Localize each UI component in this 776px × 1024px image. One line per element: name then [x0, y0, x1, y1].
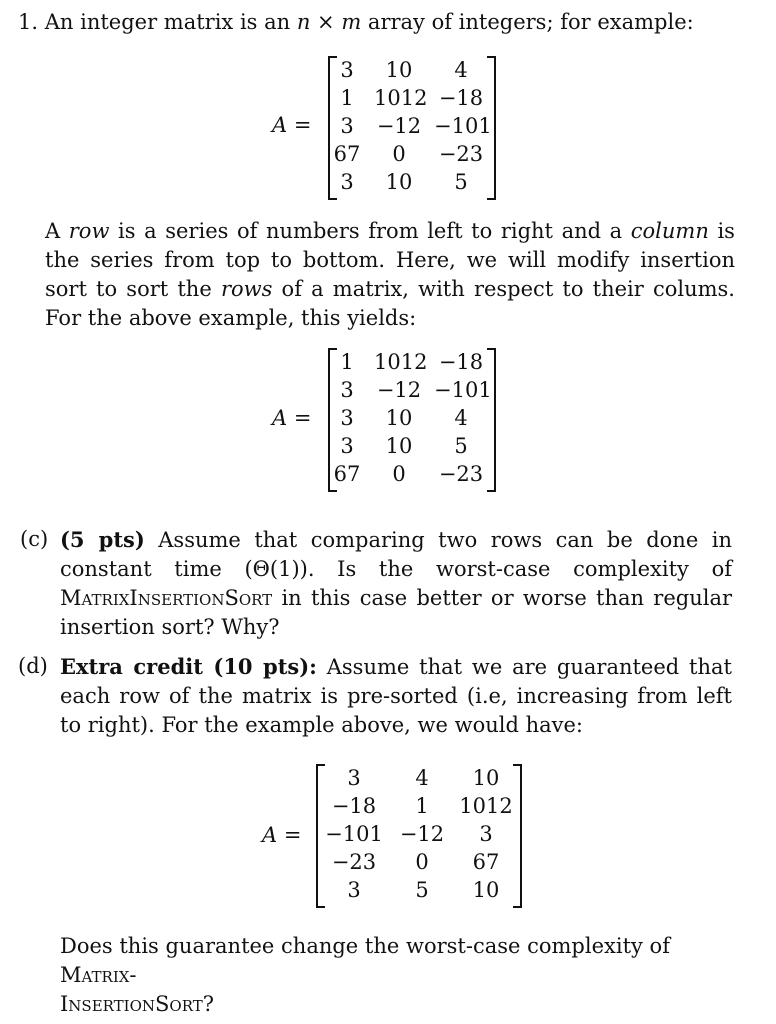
term-rows: rows — [220, 277, 273, 301]
matrix-cell: 3 — [340, 58, 354, 82]
matrix-cell: 10 — [385, 434, 413, 458]
matrix-cell: 67 — [333, 142, 361, 166]
matrix-cell: 3 — [340, 378, 354, 402]
intro-math: n × m — [296, 10, 362, 34]
matrix-row — [328, 56, 496, 85]
algorithm-name: Matrix- — [60, 963, 137, 987]
matrix-cell: −12 — [376, 378, 422, 402]
matrix-row — [328, 348, 496, 377]
matrix-row — [328, 140, 496, 169]
matrix-row — [328, 460, 496, 489]
matrix-cell: −18 — [438, 86, 484, 110]
matrix-cell: 10 — [385, 406, 413, 430]
matrix2 — [328, 348, 496, 492]
matrix-cell: −101 — [434, 378, 492, 402]
part-c-points: (5 pts) — [60, 527, 145, 552]
term-column: column — [630, 219, 709, 243]
matrix-cell: 3 — [340, 434, 354, 458]
matrix-row — [328, 404, 496, 433]
matrix1-label: A = — [272, 113, 312, 137]
matrix-row — [316, 820, 522, 849]
matrix1 — [328, 56, 496, 200]
matrix-cell: −23 — [438, 142, 484, 166]
question-intro — [18, 8, 694, 37]
part-d-text — [60, 652, 732, 740]
matrix-row — [328, 432, 496, 461]
matrix-cell: −18 — [331, 794, 377, 818]
matrix-cell: 4 — [454, 406, 468, 430]
matrix-cell: 1 — [415, 794, 429, 818]
matrix-cell: −18 — [438, 350, 484, 374]
part-d-question: Assume that we are guaranteed that each row of the matrix is pre-sorted (i.e, increasing from left to right). For the example above, we would have: — [60, 655, 732, 737]
matrix-cell: 1012 — [459, 794, 513, 818]
para1-text: of a matrix, with respect to their colums. For the above example, this yields: — [45, 277, 735, 330]
matrix-cell: 0 — [392, 462, 406, 486]
algorithm-name: InsertionSort — [60, 992, 203, 1016]
matrix-cell: −101 — [434, 114, 492, 138]
matrix-cell: 10 — [385, 58, 413, 82]
matrix-cell: 3 — [347, 766, 361, 790]
matrix-cell: 1 — [340, 350, 354, 374]
matrix-cell: 4 — [454, 58, 468, 82]
matrix-cell: 3 — [479, 822, 493, 846]
matrix-row — [316, 876, 522, 905]
matrix-cell: 3 — [340, 406, 354, 430]
part-d-points: Extra credit (10 pts): — [60, 654, 317, 679]
question-number: 1. — [18, 10, 39, 34]
matrix-cell: 67 — [472, 850, 500, 874]
matrix-cell: −12 — [399, 822, 445, 846]
matrix-cell: 3 — [347, 878, 361, 902]
matrix-cell: −23 — [438, 462, 484, 486]
matrix-cell: 10 — [472, 878, 500, 902]
part-d-marker: (d) — [18, 654, 48, 678]
definition-paragraph — [45, 217, 735, 333]
matrix-row — [328, 168, 496, 197]
part-c-marker: (c) — [20, 527, 49, 551]
matrix-row — [316, 792, 522, 821]
part-c-question: Assume that comparing two rows can be done in constant time (Θ(1)). Is the worst-case complexity of — [60, 528, 732, 581]
part-c-question: in this case better or worse than regular insertion sort? Why? — [60, 586, 732, 639]
matrix2-label: A = — [272, 406, 312, 430]
matrix-row — [328, 112, 496, 141]
para1-text: A — [45, 219, 61, 243]
final-question — [60, 932, 740, 1019]
matrix-cell: 1 — [340, 86, 354, 110]
matrix-cell: −23 — [331, 850, 377, 874]
matrix-cell: 0 — [415, 850, 429, 874]
final-question-mark: ? — [202, 992, 215, 1016]
matrix-cell: 1012 — [374, 86, 428, 110]
matrix-cell: −101 — [325, 822, 383, 846]
matrix-cell: 5 — [454, 434, 468, 458]
intro-text-before: An integer matrix is an — [44, 10, 291, 34]
matrix-row — [328, 84, 496, 113]
matrix-cell: 3 — [340, 114, 354, 138]
matrix3-label: A = — [262, 823, 302, 847]
matrix-cell: 10 — [385, 170, 413, 194]
matrix-cell: 67 — [333, 462, 361, 486]
term-row: row — [68, 219, 110, 243]
para1-text: is a series of numbers from left to right and a — [118, 219, 623, 243]
matrix3 — [316, 764, 522, 908]
matrix-cell: 1012 — [374, 350, 428, 374]
matrix-cell: 0 — [392, 142, 406, 166]
algorithm-name: MatrixInsertionSort — [60, 586, 273, 610]
matrix-cell: 3 — [340, 170, 354, 194]
matrix-cell: 5 — [415, 878, 429, 902]
part-c-text — [60, 525, 732, 642]
matrix-row — [316, 764, 522, 793]
matrix-cell: 10 — [472, 766, 500, 790]
matrix-cell: 5 — [454, 170, 468, 194]
intro-text-after: array of integers; for example: — [367, 10, 694, 34]
matrix-row — [328, 376, 496, 405]
matrix-row — [316, 848, 522, 877]
final-question-text: Does this guarantee change the worst-case complexity of — [60, 934, 670, 958]
para1-text: is the series from top to bottom. Here, we will modify insertion sort to sort the — [45, 219, 735, 301]
matrix-cell: 4 — [415, 766, 429, 790]
matrix-cell: −12 — [376, 114, 422, 138]
